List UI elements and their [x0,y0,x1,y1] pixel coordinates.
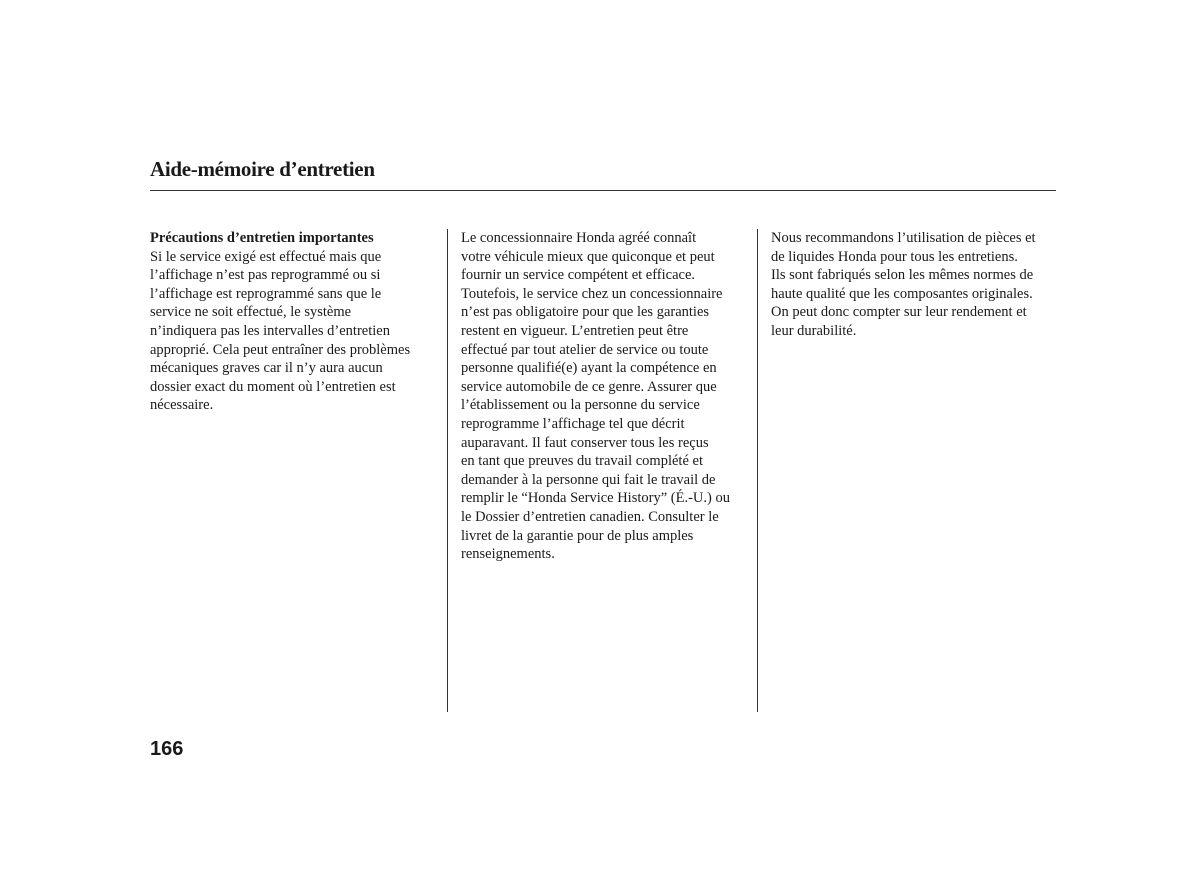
text-line: service ne soit effectué, le système [150,304,352,321]
text-line: renseignements. [461,546,555,563]
text-line: effectué par tout atelier de service ou toute [461,341,709,358]
text-line: Si le service exigé est effectué mais que [150,248,382,265]
text-line: votre véhicule mieux que quiconque et peut [461,248,715,265]
text-line: restent en vigueur. L’entretien peut être [461,322,689,339]
text-line: service automobile de ce genre. Assurer que [461,378,717,395]
text-line: livret de la garantie pour de plus amples [461,527,694,544]
text-line: Ils sont fabriqués selon les mêmes normes de [771,267,1034,284]
page-title: Aide-mémoire d’entretien [150,157,375,181]
text-line: personne qualifié(e) ayant la compétence en [461,360,717,377]
column-precautions [150,229,440,415]
text-line: n’indiquera pas les intervalles d’entretien [150,322,390,339]
text-line: le Dossier d’entretien canadien. Consulter le [461,508,719,525]
text-line: approprié. Cela peut entraîner des problèmes [150,341,411,358]
text-line: Le concessionnaire Honda agréé connaît [461,230,697,246]
text-line: en tant que preuves du travail complété et [461,453,703,470]
text-line: Toutefois, le service chez un concessionnaire [461,285,723,302]
text-line: demander à la personne qui fait le travail de [461,471,716,488]
text-line: l’affichage est reprogrammé sans que le [150,285,382,302]
column-divider [757,229,758,712]
text-line: auparavant. Il faut conserver tous les reçus [461,434,709,451]
column-dealer-service [461,229,747,564]
paragraph-dealer-service [461,229,747,564]
section-heading: Précautions d’entretien importantes [150,230,374,246]
text-line: remplir le “Honda Service History” (É.-U.) ou [461,490,730,507]
text-line: de liquides Honda pour tous les entretiens. [771,248,1018,265]
page-number: 166 [150,738,184,760]
paragraph-genuine-parts [771,229,1061,341]
column-genuine-parts [771,229,1061,341]
title-rule [150,190,1056,191]
text-line: haute qualité que les composantes originales. [771,285,1033,302]
text-line: nécessaire. [150,397,214,414]
text-line: fournir un service compétent et efficace. [461,267,696,284]
text-line: l’affichage n’est pas reprogrammé ou si [150,267,381,284]
text-line: l’établissement ou la personne du service [461,397,700,414]
text-line: n’est pas obligatoire pour que les garanties [461,304,710,321]
paragraph-precautions [150,248,440,415]
text-line: On peut donc compter sur leur rendement et [771,304,1027,321]
column-divider [447,229,448,712]
text-line: mécaniques graves car il n’y aura aucun [150,360,383,377]
text-line: leur durabilité. [771,322,857,339]
text-line: Nous recommandons l’utilisation de pièces et [771,230,1036,246]
text-line: dossier exact du moment où l’entretien est [150,378,396,395]
text-line: reprogramme l’affichage tel que décrit [461,415,685,432]
